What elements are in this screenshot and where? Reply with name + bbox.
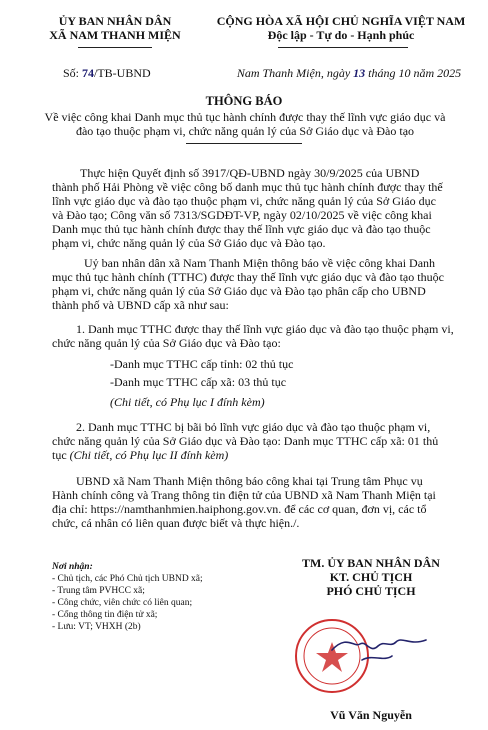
org-underline xyxy=(78,47,152,48)
org-line-2: XÃ NAM THANH MIỆN xyxy=(49,28,181,42)
signature-line-3: PHÓ CHỦ TỊCH xyxy=(326,584,416,598)
signature-block xyxy=(262,556,480,598)
signature-line-1: TM. ỦY BAN NHÂN DÂN xyxy=(302,556,440,570)
recipients-heading: Nơi nhận: xyxy=(52,562,93,572)
document-date xyxy=(218,66,480,80)
body-line: địa chỉ: https://namthanhmien.haiphong.gov.vn. để các cơ quan, đơn vị, các tổ xyxy=(52,502,427,516)
motto-underline xyxy=(278,47,408,48)
body-line: thành phố Hải Phòng về việc công bố danh mục thủ tục hành chính được thay thế xyxy=(52,180,443,194)
body-line: 1. Danh mục TTHC được thay thế lĩnh vực giáo dục và đào tạo thuộc phạm vi, xyxy=(76,322,454,336)
body-line: phạm vi, chức năng quản lý của Sở Giáo dục và Đào tạo phân cấp cho UBND xyxy=(52,284,426,298)
body-line xyxy=(52,448,228,462)
signature-line-2: KT. CHỦ TỊCH xyxy=(329,570,413,584)
recipients-block xyxy=(52,561,272,633)
body-line: Danh mục thủ tục hành chính được thay thế lĩnh vực giáo dục và đào tạo thuộc xyxy=(52,222,431,236)
handwritten-signature-icon xyxy=(332,640,426,660)
body-line: 2. Danh mục TTHC bị bãi bỏ lĩnh vực giáo dục và đào tạo thuộc phạm vi, xyxy=(76,420,431,434)
subject-underline xyxy=(186,143,302,144)
body-line: và Đào tạo; Công văn số 7313/SGDĐT-VP, ngày 02/10/2025 về việc công khai xyxy=(52,208,432,222)
body-line: thành phố và UBND cấp xã như sau: xyxy=(52,298,229,312)
nation-line-2: Độc lập - Tự do - Hạnh phúc xyxy=(267,28,415,42)
org-line-1: ỦY BAN NHÂN DÂN xyxy=(58,14,172,28)
document-subject xyxy=(30,110,460,138)
list-item: -Danh mục TTHC cấp xã: 03 thủ tục xyxy=(110,375,287,389)
recipient-item: - Chủ tịch, các Phó Chủ tịch UBND xã; xyxy=(52,574,203,584)
body-line: Thực hiện Quyết định số 3917/QĐ-UBND ngày 30/9/2025 của UBND xyxy=(80,166,420,180)
official-seal-icon xyxy=(296,620,368,692)
recipient-item: - Trung tâm PVHCC xã; xyxy=(52,586,145,596)
signer-name: Vũ Văn Nguyễn xyxy=(330,708,412,722)
body-line: phạm vi, chức năng quản lý của Sở Giáo dục và Đào tạo. xyxy=(52,236,326,250)
doc-no-value: 74 xyxy=(82,66,95,80)
appendix-note: (Chi tiết, có Phụ lục I đính kèm) xyxy=(110,395,265,409)
appendix-note: (Chi tiết, có Phụ lục II đính kèm) xyxy=(69,448,229,462)
list-item: -Danh mục TTHC cấp tỉnh: 02 thủ tục xyxy=(110,357,294,371)
date-suffix: tháng 10 năm 2025 xyxy=(368,66,462,80)
document-title: THÔNG BÁO xyxy=(205,94,283,108)
doc-no-suffix: /TB-UBND xyxy=(94,66,151,80)
body-line: Hành chính công và Trang thông tin điện tử của UBND xã Nam Thanh Miện tại xyxy=(52,488,436,502)
nation-line-1: CỘNG HÒA XÃ HỘI CHỦ NGHĨA VIỆT NAM xyxy=(216,14,466,28)
recipient-item: - Công chức, viên chức có liên quan; xyxy=(52,598,193,608)
body-line: mục thủ tục hành chính (TTHC) được thay thế lĩnh vực giáo dục và đào tạo thuộc xyxy=(52,270,444,284)
recipient-item: - Cổng thông tin điện tử xã; xyxy=(52,610,158,620)
document-number xyxy=(63,66,151,80)
date-prefix: Nam Thanh Miện, ngày xyxy=(236,66,351,80)
date-day: 13 xyxy=(353,66,366,80)
body-line: UBND xã Nam Thanh Miện thông báo công khai tại Trung tâm Phục vụ xyxy=(76,474,423,488)
doc-no-prefix: Số: xyxy=(63,66,80,80)
body-line: Uỷ ban nhân dân xã Nam Thanh Miện thông báo về việc công khai Danh xyxy=(84,256,436,270)
national-motto xyxy=(208,14,474,42)
issuing-authority xyxy=(30,14,200,42)
body-line: lĩnh vực giáo dục và đào tạo thuộc phạm vi, chức năng quản lý của Sở Giáo dục xyxy=(52,194,436,208)
subject-line-1: Về việc công khai Danh mục thủ tục hành chính được thay thế lĩnh vực giáo dục và xyxy=(44,110,446,124)
body-line: chức, cá nhân có liên quan được biết và thực hiện./. xyxy=(52,516,300,530)
official-seal-and-signature xyxy=(292,604,442,704)
body-line: chức năng quản lý của Sở Giáo dục và Đào tạo: Danh mục TTHC cấp xã: 01 thủ xyxy=(52,434,439,448)
subject-line-2: đào tạo thuộc phạm vi, chức năng quản lý của Sở Giáo dục và Đào tạo xyxy=(75,124,415,138)
body-text: tục xyxy=(52,448,67,462)
body-line: chức năng quản lý của Sở Giáo dục và Đào tạo: xyxy=(52,336,281,350)
recipient-item: - Lưu: VT; VHXH (2b) xyxy=(52,622,141,632)
